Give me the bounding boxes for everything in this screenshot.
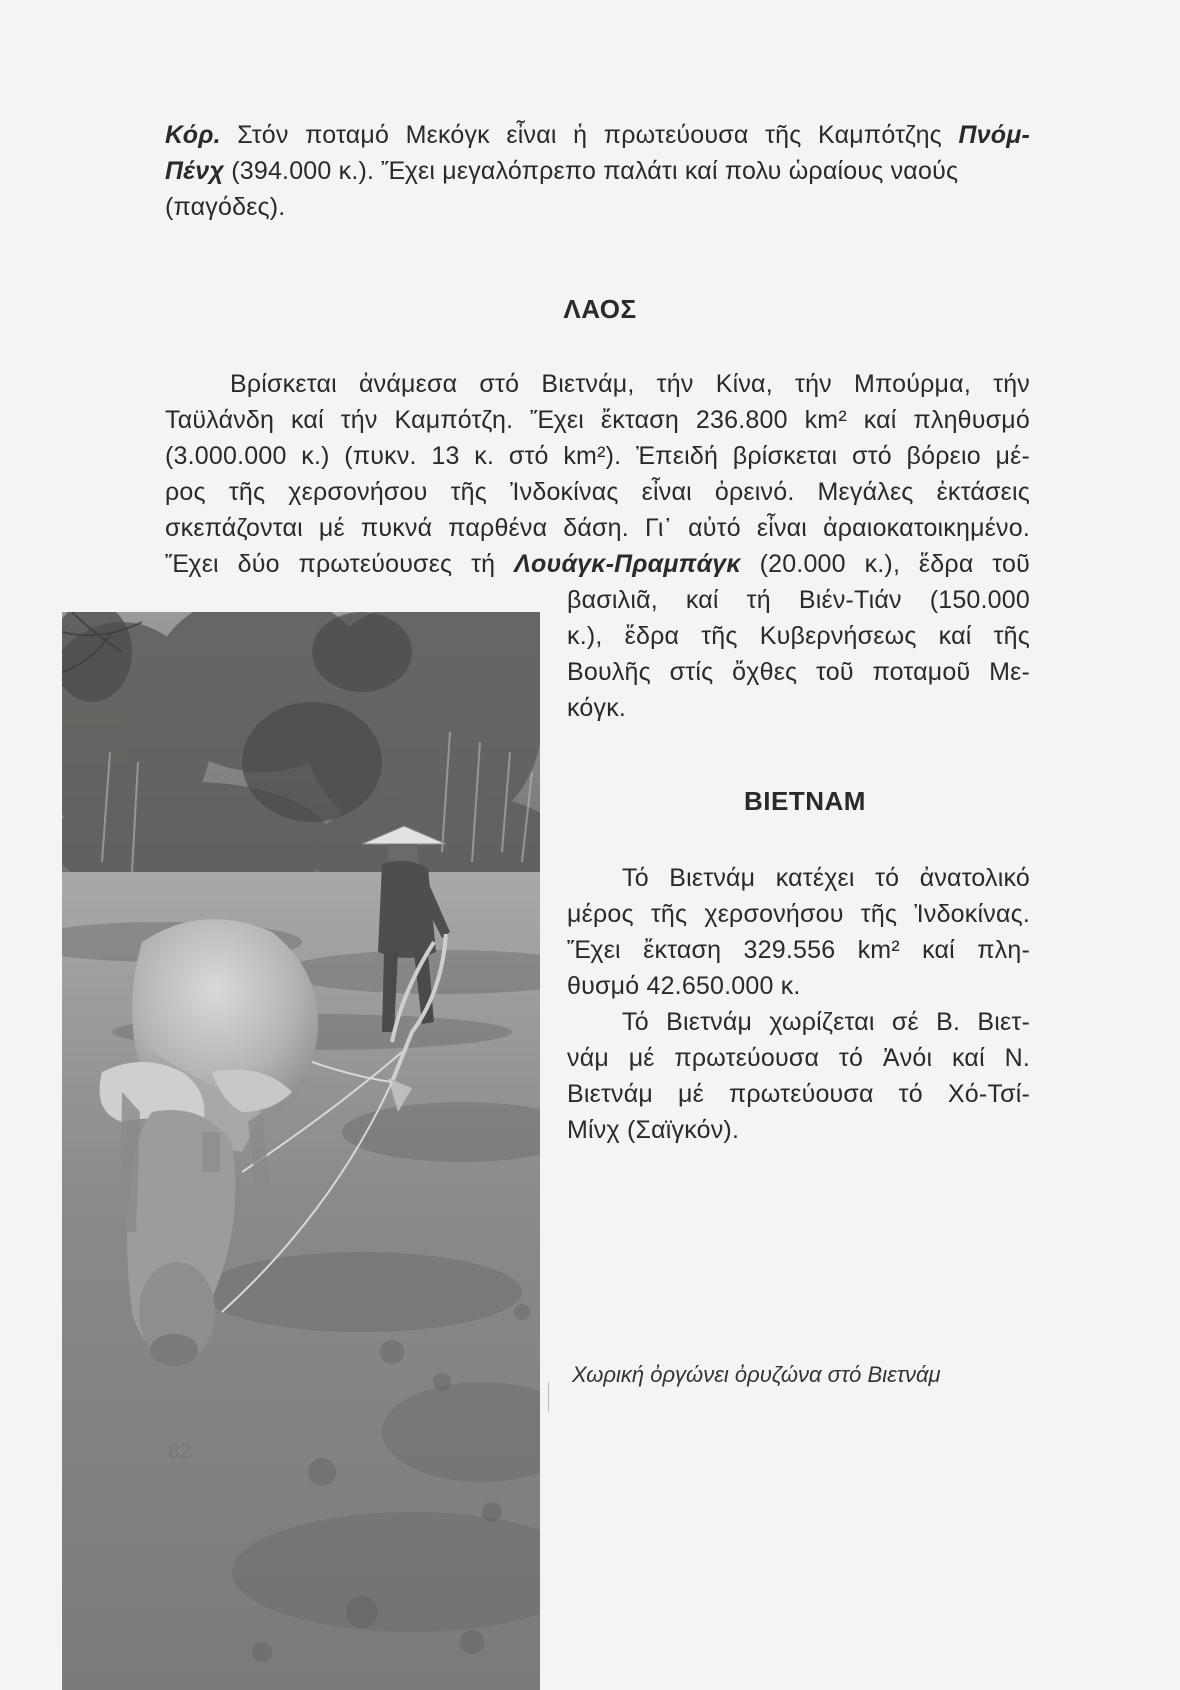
laos-line-6-pre: Ἔχει δύο πρωτεύουσες τή [165, 550, 515, 578]
photo-illustration [62, 612, 540, 1690]
vietnam-line-8: Μίνχ (Σαϊγκόν). [567, 1116, 740, 1144]
intro-line-2-text: (394.000 κ.). Ἔχει μεγαλόπρεπο παλάτι καί πολυ ὡραίους ναούς [224, 157, 959, 185]
laos-line-6-post: (20.000 κ.), ἕδρα τοῦ [740, 550, 1030, 578]
laos-line-3: (3.000.000 κ.) (πυκν. 13 κ. στό km²). Ἐπειδή βρίσκεται στό βόρειο μέ- [165, 442, 1030, 470]
laos-capital-name: Λουάγκ-Πραμπάγκ [514, 550, 741, 578]
section-title-vietnam: ΒΙΕΤΝΑΜ [744, 786, 866, 816]
laos-narrow-line-4: κόγκ. [567, 694, 627, 722]
vietnam-line-2: μέρος τῆς χερσονήσου τῆς Ἰνδοκίνας. [567, 900, 1030, 928]
vietnam-line-4: θυσμό 42.650.000 κ. [567, 972, 801, 1000]
laos-line-4: ρος τῆς χερσονήσου τῆς Ἰνδοκίνας εἶναι ὀρεινό. Μεγάλες ἐκτάσεις [165, 478, 1030, 506]
intro-abbrev: Κόρ. [165, 121, 221, 149]
laos-narrow-line-2: κ.), ἕδρα τῆς Κυβερνήσεως καί τῆς [567, 622, 1030, 650]
photo-caption: Χωρική ὀργώνει ὀρυζώνα στό Βιετνάμ [572, 1362, 941, 1387]
intro-city-name-end: Πένχ [165, 157, 225, 185]
section-title-laos: ΛΑΟΣ [563, 294, 637, 324]
intro-city-name-start: Πνόμ- [958, 121, 1030, 149]
vietnam-line-5: Τό Βιετνάμ χωρίζεται σέ Β. Βιετ- [622, 1008, 1030, 1036]
page-number: 82 [168, 1440, 192, 1463]
intro-line-2 [165, 153, 958, 189]
laos-line-2: Ταϋλάνδη καί τήν Καμπότζη. Ἔχει ἔκταση 236.800 km² καί πληθυσμό [165, 406, 1030, 434]
laos-line-6 [165, 546, 1030, 582]
vietnam-line-7: Βιετνάμ μέ πρωτεύουσα τό Χό-Τσί- [567, 1080, 1030, 1108]
vietnam-line-1: Τό Βιετνάμ κατέχει τό ἀνατολικό [622, 864, 1030, 892]
laos-line-5: σκεπάζονται μέ πυκνά παρθένα δάση. Γι᾽ αὐτό εἶναι ἀραιοκατοικημένο. [165, 514, 1030, 542]
intro-line-3 [165, 189, 285, 225]
intro-line-1-text: Στόν ποταμό Μεκόγκ εἶναι ἡ πρωτεύουσα τῆς Καμπότζης [220, 121, 959, 149]
vietnam-line-6: νάμ μέ πρωτεύουσα τό Ἀνόι καί Ν. [567, 1044, 1030, 1072]
intro-line-3-text: (παγόδες). [165, 193, 286, 221]
intro-line-1 [165, 117, 1030, 153]
laos-line-1: Βρίσκεται ἀνάμεσα στό Βιετνάμ, τήν Κίνα, τήν Μπούρμα, τήν [230, 370, 1030, 398]
vietnam-line-3: Ἔχει ἔκταση 329.556 km² καί πλη- [567, 936, 1030, 964]
photo-farmer-plowing [62, 612, 540, 1690]
laos-narrow-line-3: Βουλῆς στίς ὄχθες τοῦ ποταμοῦ Με- [567, 658, 1030, 686]
laos-narrow-line-1: βασιλιᾶ, καί τή Βιέν-Τιάν (150.000 [567, 586, 1030, 614]
gutter-mark [548, 1382, 549, 1412]
